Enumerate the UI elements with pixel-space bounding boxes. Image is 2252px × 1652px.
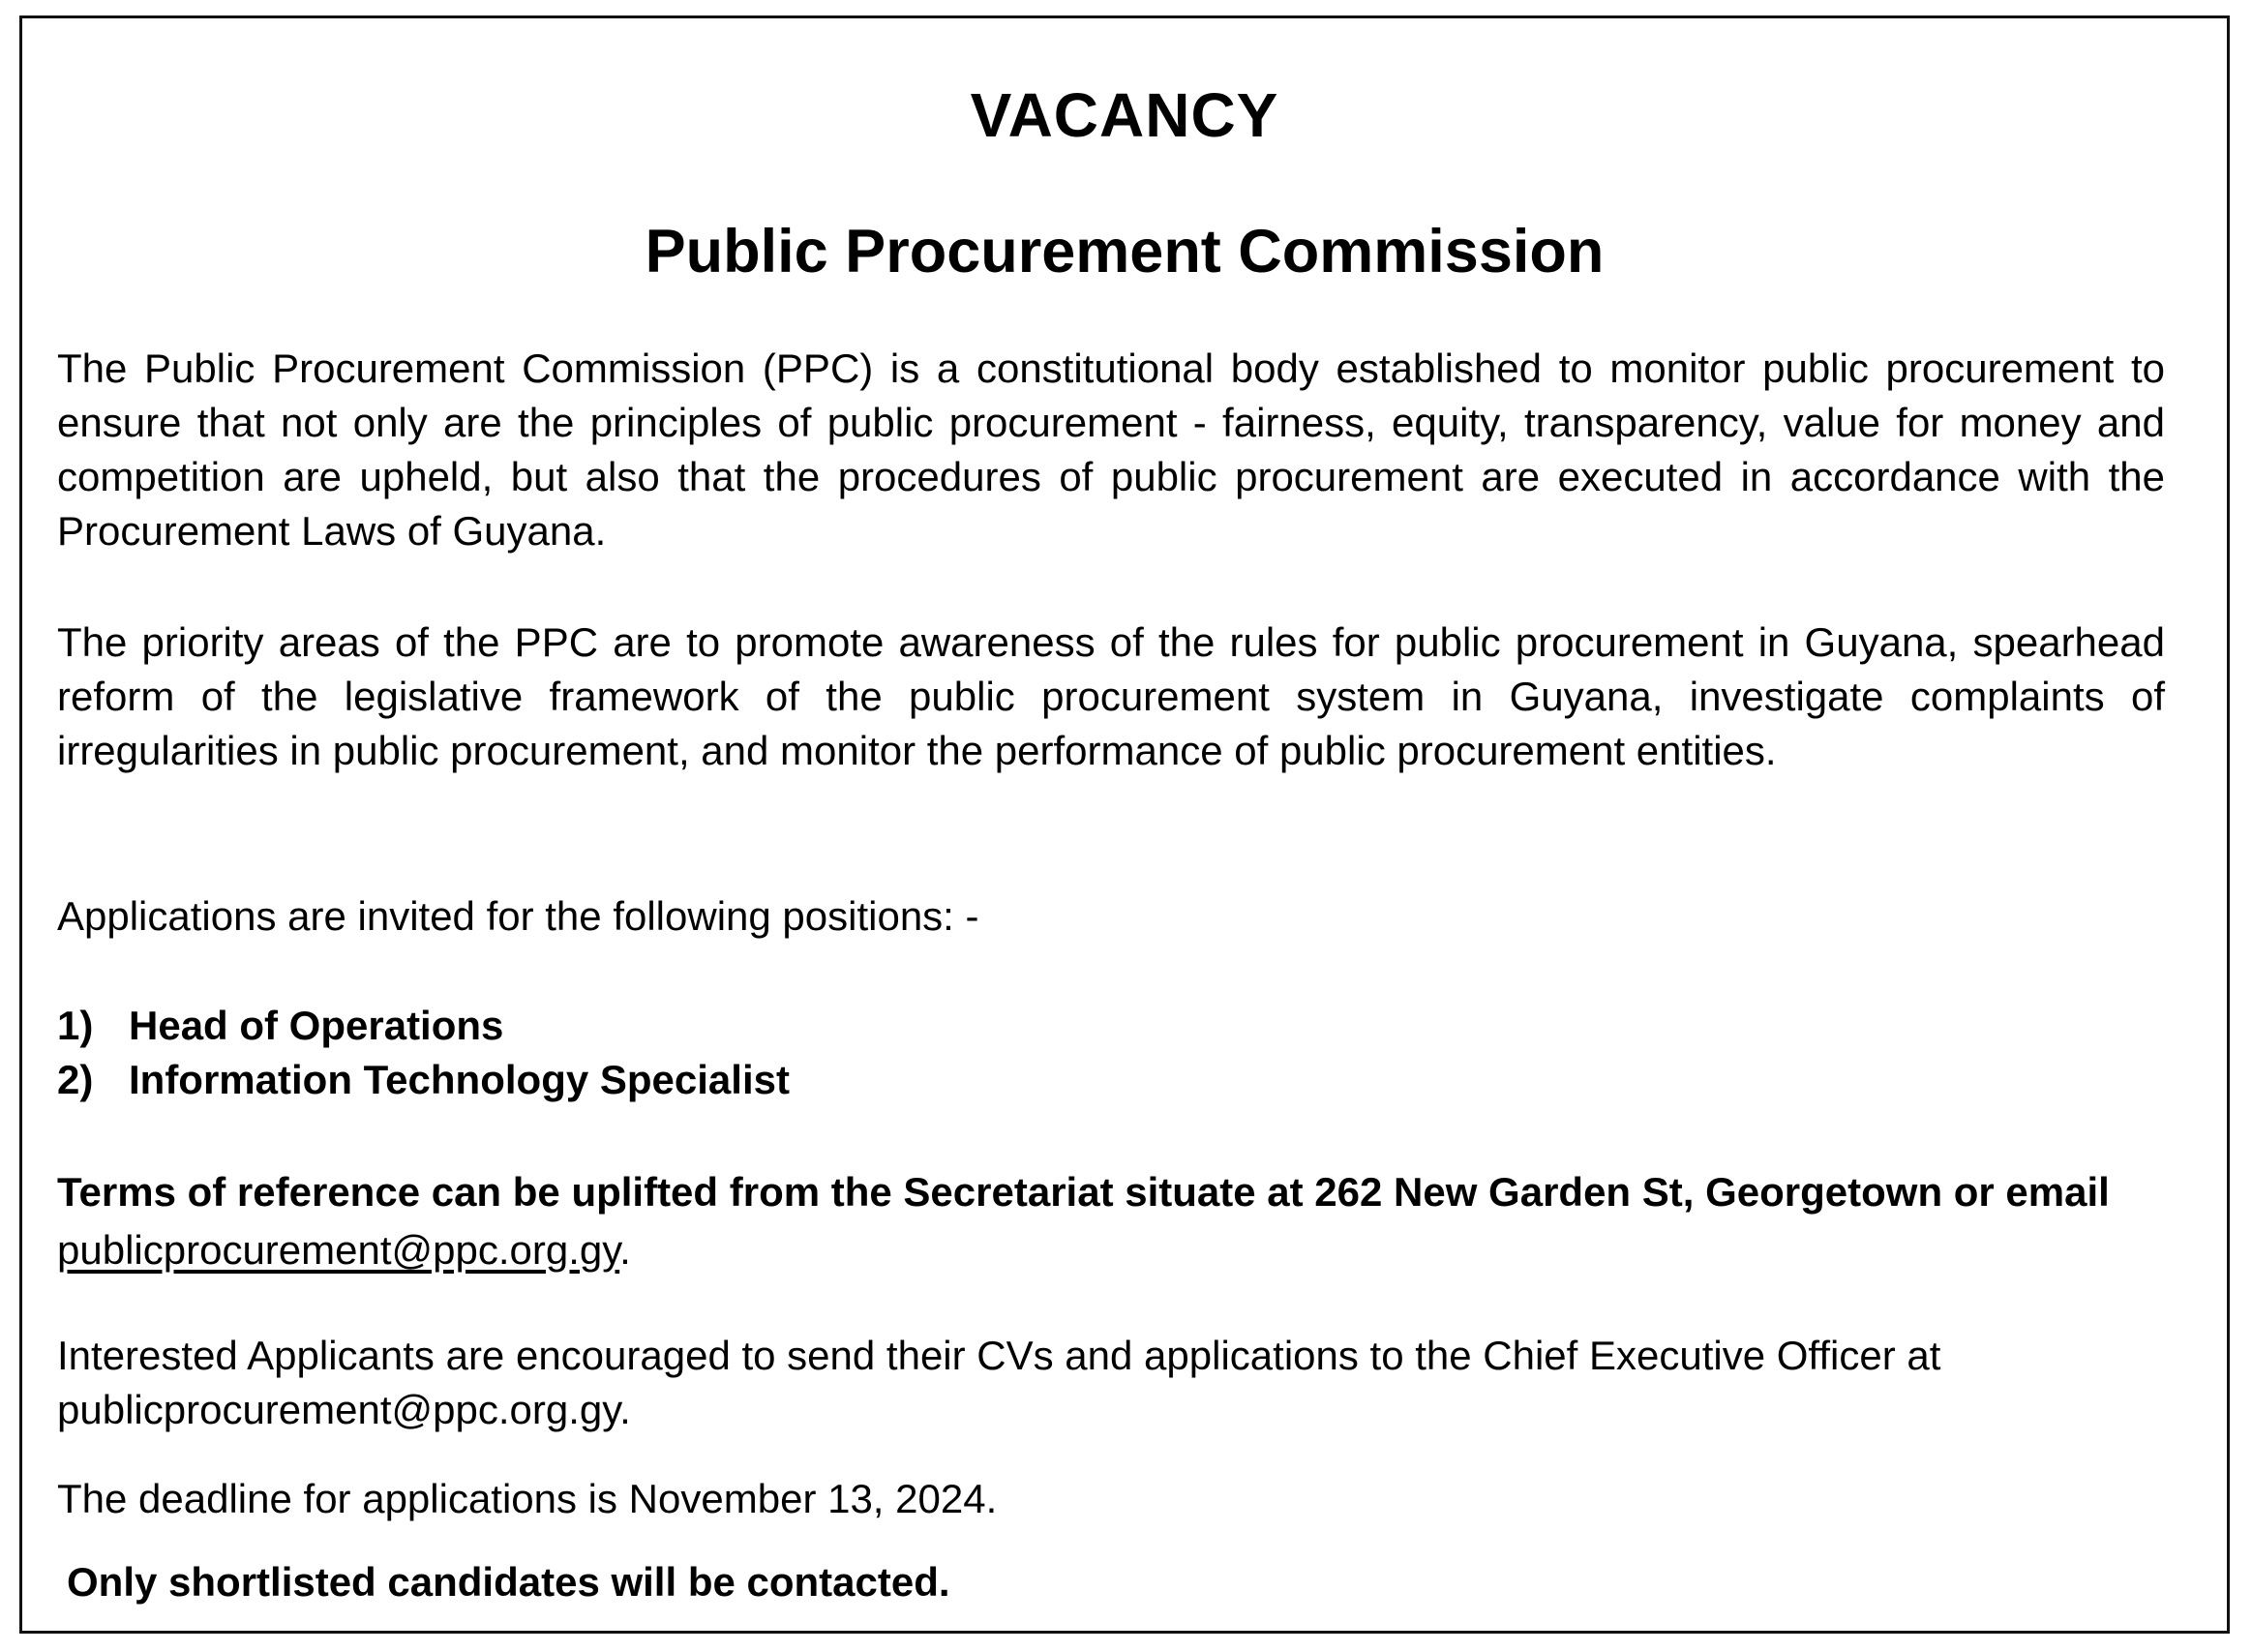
position-number: 2) [57, 1057, 94, 1102]
position-number: 1) [57, 1003, 94, 1048]
positions-list [57, 999, 790, 1107]
priorities-paragraph: The priority areas of the PPC are to promote awareness of the rules for public procurement in Guyana, spearhead reform of the legislative framework of the public procurement system in Guyana, investigate complaints of irregularities in public procurement, and monitor the performance of public procurement entities. [57, 619, 2165, 773]
applicants-paragraph: Interested Applicants are encouraged to send their CVs and applications to the Chief Executive Officer at publicprocurement@ppc.org.gy. [57, 1333, 1941, 1432]
organization-title: Public Procurement Commission [645, 218, 1605, 285]
email-link[interactable]: publicprocurement@ppc.org.gy [57, 1227, 620, 1273]
vacancy-heading: VACANCY [970, 80, 1279, 150]
shortlist-note: Only shortlisted candidates will be contacted. [67, 1559, 950, 1605]
list-item [57, 999, 790, 1053]
intro-paragraph: The Public Procurement Commission (PPC) is a constitutional body established to monitor public procurement to ensure that not only are the principles of public procurement - fairness, equity, transparency, value for money and competition are upheld, but also that the procedures of public procurement are executed in accordance with the Procurement Laws of Guyana. [57, 345, 2165, 554]
position-title: Head of Operations [129, 1003, 504, 1048]
deadline-paragraph: The deadline for applications is November 13, 2024. [57, 1476, 998, 1521]
terms-end-punct: . [619, 1227, 631, 1273]
invitation-paragraph: Applications are invited for the following positions: - [57, 893, 979, 939]
advertisement-frame [19, 15, 2230, 1634]
terms-paragraph [57, 1163, 2186, 1279]
list-item [57, 1053, 790, 1107]
terms-text: Terms of reference can be uplifted from the Secretariat situate at 262 New Garden St, Georgetown or email [57, 1169, 2110, 1215]
position-title: Information Technology Specialist [129, 1057, 790, 1102]
